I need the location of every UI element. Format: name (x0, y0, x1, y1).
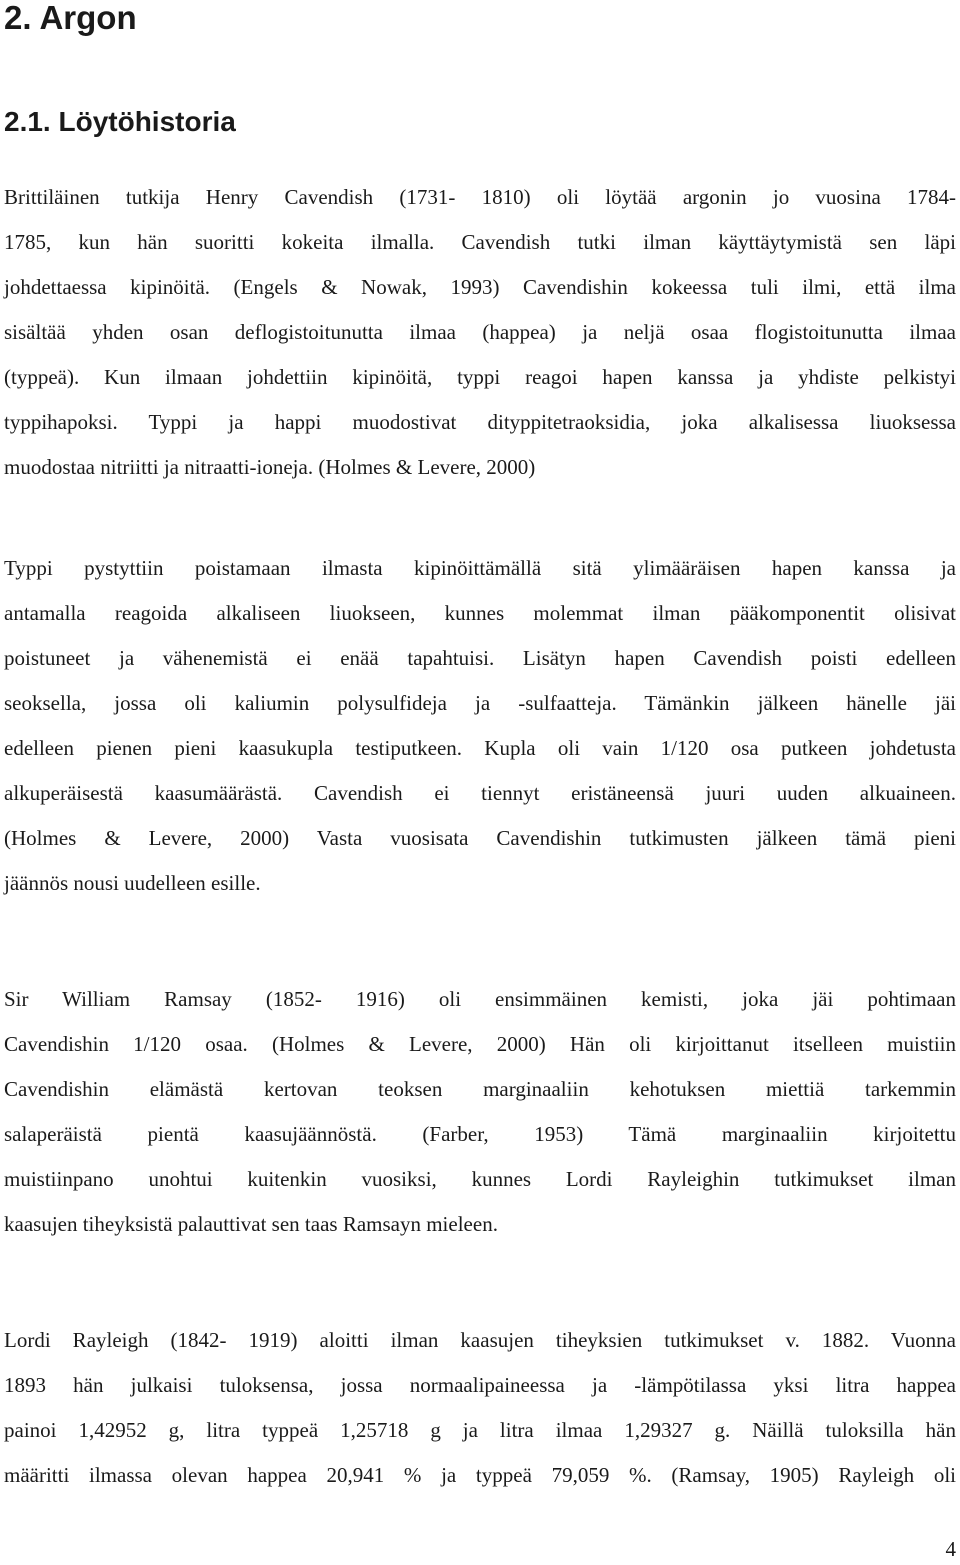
text-line: (typpeä). Kun ilmaan johdettiin kipinöitä, typpi reagoi hapen kanssa ja yhdiste pelkistyi (4, 365, 956, 389)
text-line: sisältää yhden osan deflogistoitunutta ilmaa (happea) ja neljä osaa flogistoitunutta ilmaa (4, 320, 956, 344)
paragraph-4 (4, 1318, 956, 1498)
chapter-heading: 2. Argon (4, 0, 137, 36)
text-line: salaperäistä pientä kaasujäännöstä. (Farber, 1953) Tämä marginaaliin kirjoitettu (4, 1122, 956, 1146)
text-line: 1785, kun hän suoritti kokeita ilmalla. Cavendish tutki ilman käyttäytymistä sen läpi (4, 230, 956, 254)
text-line: alkuperäisestä kaasumäärästä. Cavendish ei tiennyt eristäneensä juuri uuden alkuaineen. (4, 781, 956, 805)
text-line: kaasujen tiheyksistä palauttivat sen taas Ramsayn mieleen. (4, 1212, 498, 1236)
paragraph-1 (4, 175, 956, 490)
section-heading: 2.1. Löytöhistoria (4, 106, 236, 137)
text-line: poistuneet ja vähenemistä ei enää tapahtuisi. Lisätyn hapen Cavendish poisti edelleen (4, 646, 956, 670)
text-line: Brittiläinen tutkija Henry Cavendish (1731- 1810) oli löytää argonin jo vuosina 1784- (4, 185, 956, 209)
text-line: muistiinpano unohtui kuitenkin vuosiksi, kunnes Lordi Rayleighin tutkimukset ilman (4, 1167, 956, 1191)
paragraph-3 (4, 977, 956, 1247)
text-line: johdettaessa kipinöitä. (Engels & Nowak, 1993) Cavendishin kokeessa tuli ilmi, että ilma (4, 275, 956, 299)
text-line: Sir William Ramsay (1852- 1916) oli ensimmäinen kemisti, joka jäi pohtimaan (4, 987, 956, 1011)
text-line: Cavendishin 1/120 osaa. (Holmes & Levere, 2000) Hän oli kirjoittanut itselleen muistiin (4, 1032, 956, 1056)
text-line: typpihapoksi. Typpi ja happi muodostivat dityppitetraoksidia, joka alkalisessa liuoksessa (4, 410, 956, 434)
text-line: 1893 hän julkaisi tuloksensa, jossa normaalipaineessa ja -lämpötilassa yksi litra happea (4, 1373, 956, 1397)
text-line: Typpi pystyttiin poistamaan ilmasta kipinöittämällä sitä ylimääräisen hapen kanssa ja (4, 556, 956, 580)
page-number: 4 (945, 1537, 956, 1561)
text-line: antamalla reagoida alkaliseen liuokseen, kunnes molemmat ilman pääkomponentit olisivat (4, 601, 956, 625)
text-line: Lordi Rayleigh (1842- 1919) aloitti ilman kaasujen tiheyksien tutkimukset v. 1882. Vuonna (4, 1328, 956, 1352)
text-line: määritti ilmassa olevan happea 20,941 % ja typpeä 79,059 %. (Ramsay, 1905) Rayleigh oli (4, 1463, 956, 1487)
text-line: Cavendishin elämästä kertovan teoksen marginaaliin kehotuksen miettiä tarkemmin (4, 1077, 956, 1101)
text-line: (Holmes & Levere, 2000) Vasta vuosisata Cavendishin tutkimusten jälkeen tämä pieni (4, 826, 956, 850)
text-line: jäännös nousi uudelleen esille. (4, 871, 261, 895)
paragraph-2 (4, 546, 956, 906)
text-line: edelleen pienen pieni kaasukupla testiputkeen. Kupla oli vain 1/120 osa putkeen johdetusta (4, 736, 956, 760)
text-line: muodostaa nitriitti ja nitraatti-ioneja. (Holmes & Levere, 2000) (4, 455, 536, 479)
text-line: seoksella, jossa oli kaliumin polysulfideja ja -sulfaatteja. Tämänkin jälkeen hänelle jäi (4, 691, 956, 715)
text-line: painoi 1,42952 g, litra typpeä 1,25718 g ja litra ilmaa 1,29327 g. Näillä tuloksilla hän (4, 1418, 956, 1442)
